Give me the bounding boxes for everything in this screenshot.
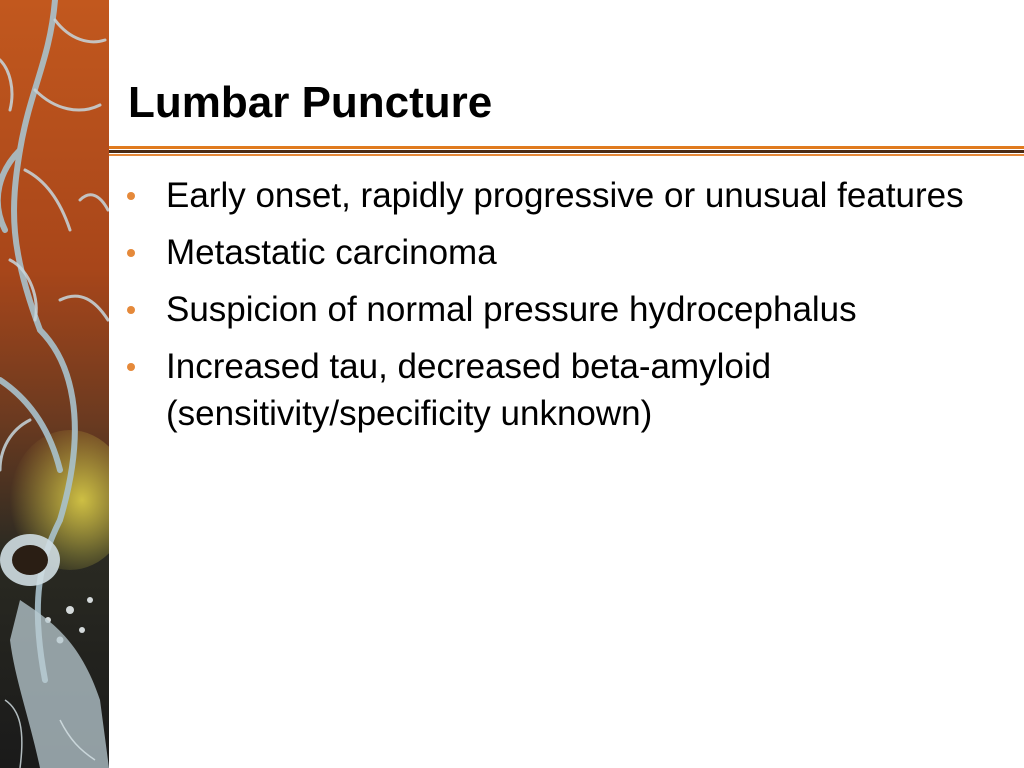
bullet-text: Early onset, rapidly progressive or unusual features — [166, 176, 964, 215]
slide-title: Lumbar Puncture — [128, 78, 493, 127]
bullet-dot-icon — [127, 249, 135, 257]
title-divider — [109, 146, 1024, 158]
bullet-dot-icon — [127, 306, 135, 314]
bullet-dot-icon — [127, 192, 135, 200]
divider-middle-line — [109, 150, 1024, 153]
bullet-item — [127, 229, 1007, 276]
divider-bottom-line — [109, 154, 1024, 156]
bullet-list — [127, 172, 1007, 447]
bullet-text: Suspicion of normal pressure hydrocephalus — [166, 290, 857, 329]
bullet-item — [127, 286, 1007, 333]
neuron-illustration — [0, 0, 109, 768]
bullet-text: Increased tau, decreased beta-amyloid (sensitivity/specificity unknown) — [166, 347, 772, 433]
bullet-dot-icon — [127, 363, 135, 371]
bullet-item — [127, 343, 1007, 437]
bullet-text: Metastatic carcinoma — [166, 233, 497, 272]
divider-top-line — [109, 146, 1024, 149]
bullet-item — [127, 172, 1007, 219]
